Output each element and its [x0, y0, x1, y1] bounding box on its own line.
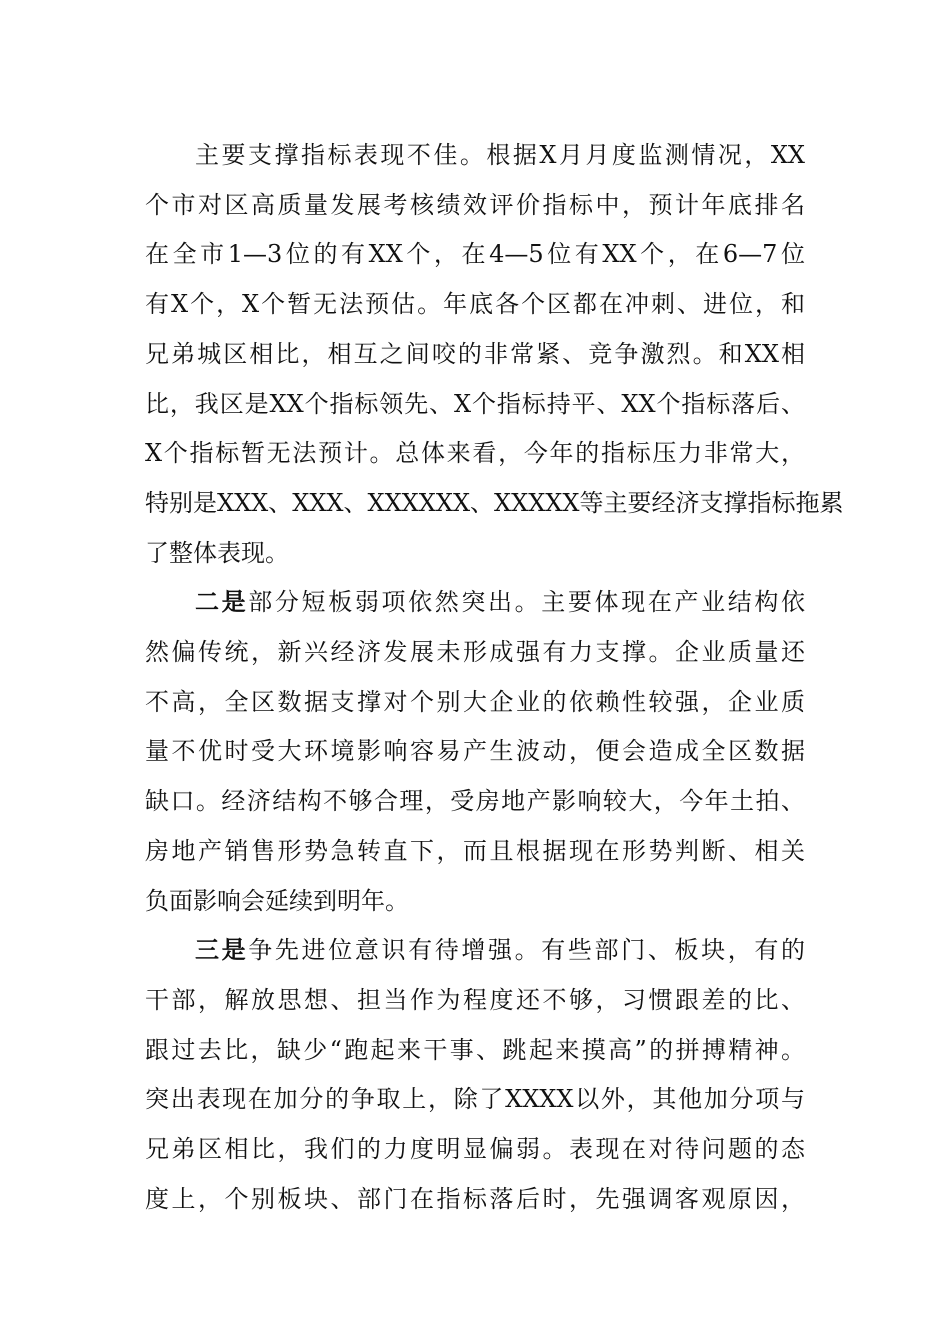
- paragraph-line: [145, 736, 805, 766]
- paragraph-line: [145, 1035, 805, 1065]
- paragraph-line: [145, 637, 805, 667]
- line-text: 个市对区高质量发展考核绩效评价指标中，预计年底排名: [145, 190, 805, 219]
- paragraph-line: [145, 389, 805, 419]
- line-text: 缺口。经济结构不够合理，受房地产影响较大，今年土拍、: [145, 787, 805, 816]
- paragraph-lead: 三是: [195, 935, 249, 965]
- paragraph-line: [145, 289, 805, 319]
- paragraph-line: [195, 587, 805, 617]
- paragraph-line: [145, 438, 805, 468]
- line-text: 兄弟城区相比，相互之间咬的非常紧、竞争激烈。和XX相: [145, 339, 805, 368]
- line-text: 在全市1—3位的有XX个，在4—5位有XX个，在6—7位: [145, 240, 805, 269]
- paragraph-line: [145, 190, 805, 220]
- line-text: 跟过去比，缺少“跑起来干事、跳起来摸高”的拼搏精神。: [145, 1035, 805, 1064]
- paragraph-line: [195, 140, 805, 170]
- paragraph-line: [145, 985, 805, 1015]
- paragraph-line: [145, 1084, 805, 1114]
- line-text: 负面影响会延续到明年。: [145, 886, 409, 915]
- paragraph-line: [145, 836, 805, 866]
- paragraph-line: [145, 1134, 805, 1164]
- line-text: 量不优时受大环境影响容易产生波动，便会造成全区数据: [145, 737, 805, 766]
- paragraph-line: [145, 488, 844, 518]
- line-text: X个指标暂无法预计。总体来看，今年的指标压力非常大，: [145, 439, 805, 468]
- paragraph-line: [145, 886, 805, 916]
- paragraph-line: [195, 935, 805, 965]
- line-text: 兄弟区相比，我们的力度明显偏弱。表现在对待问题的态: [145, 1135, 805, 1163]
- paragraph-line: [145, 786, 805, 816]
- line-text: 争先进位意识有待增强。有些部门、板块，有的: [248, 936, 806, 965]
- line-text: 部分短板弱项依然突出。主要体现在产业结构依: [248, 588, 806, 617]
- paragraph-line: [145, 239, 805, 269]
- line-text: 了整体表现。: [145, 538, 289, 567]
- line-text: 不高，全区数据支撑对个别大企业的依赖性较强，企业质: [145, 687, 805, 716]
- line-text: 干部，解放思想、担当作为程度还不够，习惯跟差的比、: [145, 985, 805, 1014]
- line-text: 房地产销售形势急转直下，而且根据现在形势判断、相关: [145, 836, 805, 865]
- paragraph-line: [145, 1184, 805, 1214]
- paragraph-lead: 二是: [195, 587, 249, 617]
- paragraph-line: [145, 687, 805, 717]
- line-text: 比，我区是XX个指标领先、X个指标持平、XX个指标落后、: [145, 389, 805, 418]
- paragraph-line: [145, 339, 805, 369]
- line-text: 突出表现在加分的争取上，除了XXXX以外，其他加分项与: [145, 1085, 805, 1114]
- line-text: 主要支撑指标表现不佳。根据X月月度监测情况，XX: [195, 141, 805, 169]
- line-text: 有X个，X个暂无法预估。年底各个区都在冲刺、进位，和: [145, 290, 805, 319]
- line-text: 特别是XXX、XXX、XXXXXX、XXXXX等主要经济支撑指标拖累: [145, 488, 844, 517]
- paragraph-line: [145, 538, 805, 568]
- line-text: 然偏传统，新兴经济发展未形成强有力支撑。企业质量还: [145, 638, 805, 666]
- line-text: 度上，个别板块、部门在指标落后时，先强调客观原因，: [145, 1184, 805, 1213]
